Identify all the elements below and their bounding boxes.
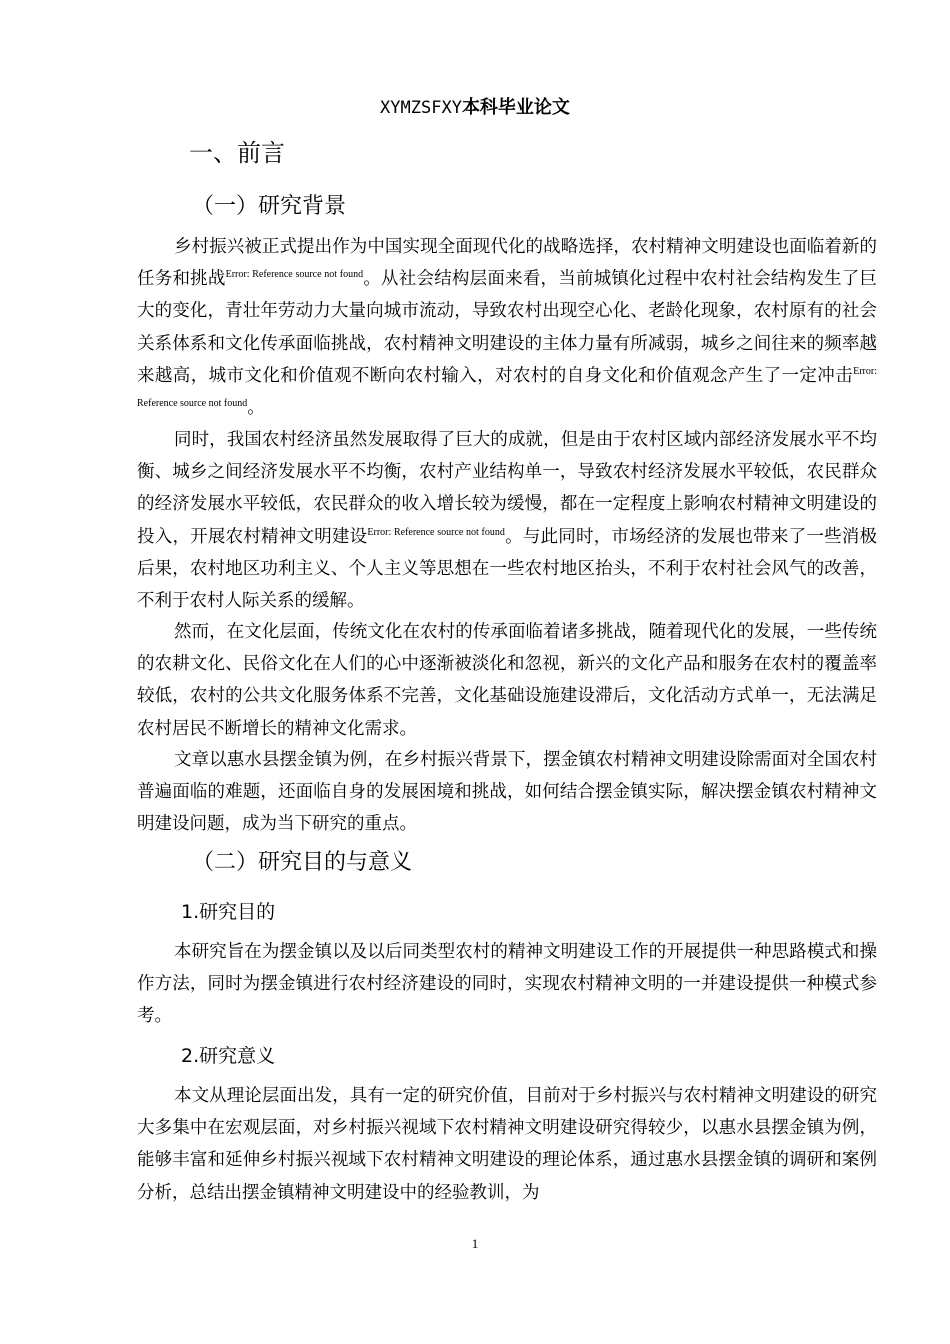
page-number: 1 (471, 1236, 479, 1251)
paragraph-research-purpose: 本研究旨在为摆金镇以及以后同类型农村的精神文明建设工作的开展提供一种思路模式和操作方法，同时为摆金镇进行农村经济建设的同时，实现农村精神文明的一并建设提供一种模式参考。 (137, 942, 877, 1027)
paragraph-background-2 (137, 424, 877, 617)
paragraph-text: 。 (247, 398, 265, 419)
section-heading-preface: 一、前言 (189, 139, 285, 167)
heading-research-purpose: 1.研究目的 (181, 901, 276, 923)
header-school-code: XYMZSFXY (380, 98, 462, 118)
header-doc-type: 本科毕业论文 (461, 97, 570, 118)
paragraph-background-3: 然而，在文化层面，传统文化在农村的传承面临着诸多挑战，随着现代化的发展，一些传统的农耕文化、民俗文化在人们的心中逐渐被淡化和忽视，新兴的文化产品和服务在农村的覆盖率较低，农村的公共文化服务体系不完善，文化基础设施建设滞后，文化活动方式单一，无法满足农村居民不断增长的精神文化需求。 (137, 622, 877, 739)
heading-research-significance: 2.研究意义 (181, 1045, 276, 1067)
reference-error-note: Error: Reference source not found (137, 365, 877, 410)
running-header (0, 93, 950, 122)
subsection-heading-background: （一）研究背景 (192, 194, 347, 219)
subsection-heading-purpose-significance: （二）研究目的与意义 (192, 850, 413, 875)
paragraph-text: 乡村振兴被正式提出作为中国实现全面现代化的战略选择，农村精神文明建设也面临着新的任务和挑战 (137, 237, 877, 290)
paragraph-background-1 (137, 231, 877, 424)
paragraph-text: 。从社会结构层面来看，当前城镇化过程中农村社会结构发生了巨大的变化，青壮年劳动力大量向城市流动，导致农村出现空心化、老龄化现象，农村原有的社会关系体系和文化传承面临挑战，农村精神文明建设的主体力量有所减弱，城乡之间往来的频率越来越高，城市文化和价值观不断向农村输入，对农村的自身文化和价值观念产生了一定冲击 (137, 269, 878, 386)
paragraph-research-significance: 本文从理论层面出发，具有一定的研究价值，目前对于乡村振兴与农村精神文明建设的研究大多集中在宏观层面，对乡村振兴视域下农村精神文明建设研究得较少，以惠水县摆金镇为例，能够丰富和延伸乡村振兴视域下农村精神文明建设的理论体系，通过惠水县摆金镇的调研和案例分析，总结出摆金镇精神文明建设中的经验教训，为 (137, 1086, 877, 1203)
paragraph-background-4: 文章以惠水县摆金镇为例，在乡村振兴背景下，摆金镇农村精神文明建设除需面对全国农村普遍面临的难题，还面临自身的发展困境和挑战，如何结合摆金镇实际，解决摆金镇农村精神文明建设问题，成为当下研究的重点。 (137, 750, 877, 835)
paragraph-text: 同时，我国农村经济虽然发展取得了巨大的成就，但是由于农村区域内部经济发展水平不均衡、城乡之间经济发展水平不均衡，农村产业结构单一，导致农村经济发展水平较低，农民群众的经济发展水平较低，农民群众的收入增长较为缓慢，都在一定程度上影响农村精神文明建设的投入，开展农村精神文明建设 (137, 430, 877, 547)
paragraph-text: 。与此同时，市场经济的发展也带来了一些消极后果，农村地区功利主义、个人主义等思想在一些农村地区抬头，不利于农村社会风气的改善，不利于农村人际关系的缓解。 (137, 526, 878, 612)
reference-error-note: Error: Reference source not found (225, 269, 364, 281)
reference-error-note: Error: Reference source not found (367, 526, 505, 538)
